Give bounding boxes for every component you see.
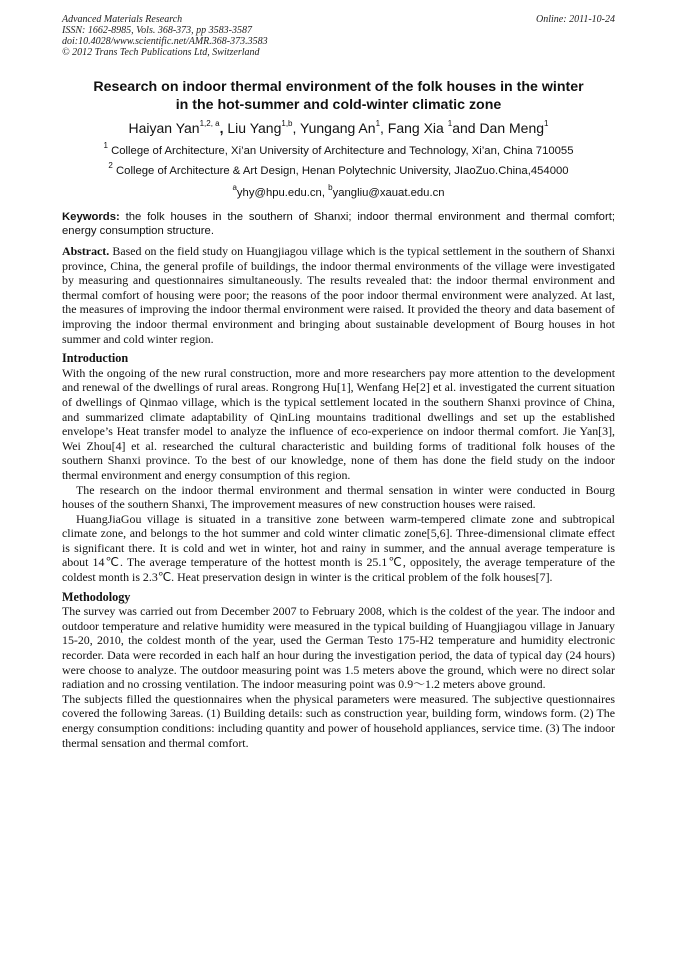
running-header bbox=[62, 14, 615, 58]
author-separator: , bbox=[292, 120, 301, 136]
online-date: Online: 2011-10-24 bbox=[536, 14, 615, 25]
author-name: Dan Meng bbox=[479, 120, 545, 136]
copyright-line: © 2012 Trans Tech Publications Ltd, Switzerland bbox=[62, 47, 260, 58]
author-name: Haiyan Yan bbox=[128, 120, 200, 136]
abstract-label: Abstract. bbox=[62, 244, 110, 258]
email-line bbox=[62, 183, 615, 200]
author-name: Fang Xia bbox=[387, 120, 448, 136]
methodology-body bbox=[62, 604, 615, 750]
paper-page bbox=[62, 14, 615, 750]
author-name: Yungang An bbox=[300, 120, 376, 136]
paragraph: HuangJiaGou village is situated in a transitive zone between warm-tempered climate zone and subtropical climate zone, and belongs to the hot summer and cold winter climatic zone[5,6]. Three-dimensional climate effect is significant there. It is cold and wet in winter, hot and rainy in summer, and the annual average temperature is about 14℃. The average temperature of the hottest month is 25.1℃, oppositely, the average temperature of the coldest month is 2.3℃. Heat preservation design in winter is the critical problem of the folk houses[7]. bbox=[62, 511, 615, 585]
email-mark-a: a bbox=[232, 183, 237, 193]
author-separator: , bbox=[219, 120, 228, 136]
keywords-label: Keywords: bbox=[62, 211, 120, 223]
author-list bbox=[62, 119, 615, 138]
author-affil-mark: 1,b bbox=[281, 119, 293, 129]
journal-name: Advanced Materials Research bbox=[62, 14, 183, 25]
title-line-2: in the hot-summer and cold-winter climatic zone bbox=[175, 97, 502, 113]
section-heading-introduction: Introduction bbox=[62, 351, 129, 366]
introduction-body bbox=[62, 366, 615, 585]
paragraph: The research on the indoor thermal environment and thermal sensation in winter were conducted in Bourg houses of the southern Shanxi, The improvement measures of new construction houses were raised. bbox=[62, 482, 615, 512]
paper-title bbox=[62, 78, 615, 114]
author-affil-mark: 1 bbox=[544, 119, 549, 129]
paragraph: The subjects filled the questionnaires when the physical parameters were measured. The subjective questionnaires covered the following 3areas. (1) Building details: such as construction year, building form, windows form. (2) The energy consumption conditions: including quantity and power of household appliances, service time. (3) The indoor thermal sensation and thermal comfort. bbox=[62, 691, 615, 750]
abstract bbox=[62, 244, 615, 346]
email-a[interactable]: yhy@hpu.edu.cn, bbox=[236, 187, 329, 199]
issn-line: ISSN: 1662-8985, Vols. 368-373, pp 3583-3587 bbox=[62, 25, 252, 36]
affiliation-1 bbox=[62, 141, 615, 158]
section-heading-methodology: Methodology bbox=[62, 589, 131, 604]
title-line-1: Research on indoor thermal environment of the folk houses in the winter bbox=[93, 79, 584, 95]
paragraph: The survey was carried out from December 2007 to February 2008, which is the coldest of the year. The indoor and outdoor temperature and relative humidity were measured in the typical building of Huangjiagou village in January 15-20, 2010, the coldest month of the year, used the German Testo 175-H2 temperature and humidity electronic recorder. Data were recorded in each half an hour during the investigation period, the data of typical day (24 hours) were choose to analyze. The outdoor measuring point was 1.5 meters above the ground, which were no direct solar radiation and no crossing ventilation. The indoor measuring point was 0.9～1.2 meters above ground. bbox=[62, 604, 615, 692]
affiliation-text: College of Architecture & Art Design, Henan Polytechnic University, JIaoZuo.China,454000 bbox=[116, 165, 569, 177]
author-separator: and bbox=[452, 120, 480, 136]
keywords bbox=[62, 210, 615, 238]
affiliation-text: College of Architecture, Xi’an University of Architecture and Technology, Xi’an, China 710055 bbox=[111, 145, 574, 157]
paragraph: With the ongoing of the new rural construction, more and more researchers pay more attention to the development and renewal of the dwellings of rural areas. Rongrong Hu[1], Wenfang He[2] et al. investigated the current situation of dwellings of Qinmao village, which is the typical settlement located in the southern Shanxi province of China, and summarized climate adaptability of QinLing mountains traditional dwellings and set up the established envelope’s Heat transfer model to analyze the influence of eco-experience on indoor thermal comfort. Jie Yan[3], Wei Zhou[4] et al. researched the cultural characteristic and building forms of traditional folk houses of the southern Shanxi province. To the best of our knowledge, none of them has done the field study on the indoor thermal environment and energy consumption of this region. bbox=[62, 365, 615, 482]
affiliation-mark: 2 bbox=[108, 161, 113, 171]
abstract-text: Based on the field study on Huangjiagou village which is the typical settlement in the southern of Shanxi province, China, the general profile of buildings, the indoor thermal environments of the village were investigated by measuring and questionnaires simultaneously. The results revealed that: the indoor thermal environment and thermal comfort of housing were poor; the reasons of the poor indoor thermal environment were analyzed. At last, the measures of improving the indoor thermal environment were raised. It provided the theory and data basement of improving the indoor thermal environment and bringing about sustainable development of Bourg houses in hot summer and cold winter region. bbox=[62, 244, 615, 346]
author-separator: , bbox=[380, 120, 388, 136]
email-mark-b: b bbox=[328, 183, 333, 193]
author-affil-mark: 1,2, a bbox=[199, 119, 220, 129]
affiliation-2 bbox=[62, 161, 615, 178]
doi-line: doi:10.4028/www.scientific.net/AMR.368-373.3583 bbox=[62, 36, 268, 47]
author-affil-mark: 1 bbox=[375, 119, 381, 129]
author-affil-mark: 1 bbox=[447, 119, 453, 129]
affiliation-mark: 1 bbox=[103, 141, 108, 151]
email-b[interactable]: yangliu@xauat.edu.cn bbox=[332, 187, 445, 199]
author-name: Liu Yang bbox=[227, 120, 282, 136]
keywords-text: the folk houses in the southern of Shanxi; indoor thermal environment and thermal comfort; energy consumption structure. bbox=[62, 211, 616, 237]
